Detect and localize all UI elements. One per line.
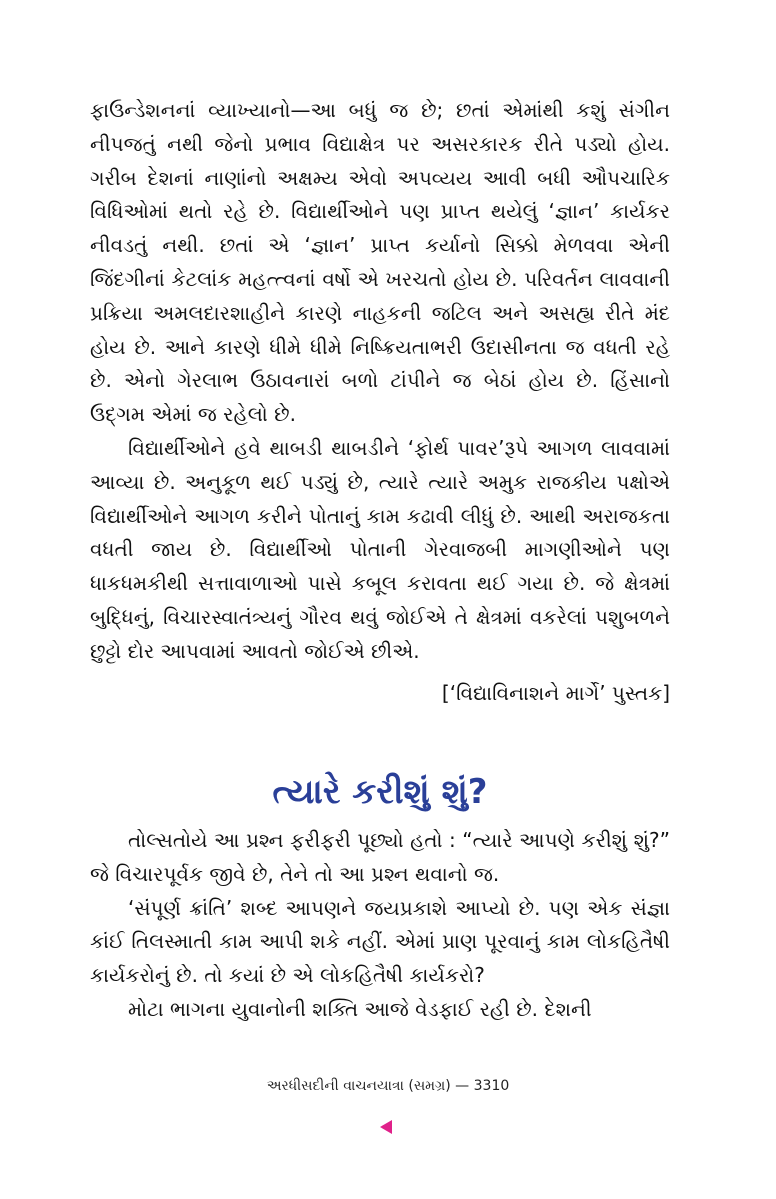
paragraph: વિદ્યાર્થીઓને હવે થાબડી થાબડીને ‘ફોર્થ પાવર’રૂપે આગળ લાવવામાં આવ્યા છે. અનુકૂળ થઈ પડ્યું છે, ત્યારે ત્યારે અમુક રાજકીય પક્ષોએ વિદ્યાર્થીઓને આગળ કરીને પોતાનું કામ કઢાવી લીધું છે. આથી અરાજકતા વધતી જાય છે. વિદ્યાર્થીઓ પોતાની ગેરવાજબી માગણીઓને પણ ધાકધમકીથી સત્તાવાળાઓ પાસે કબૂલ કરાવતા થઈ ગયા છે. જે ક્ષેત્રમાં બુદ્ધિનું, વિચારસ્વાતંત્ર્યનું ગૌરવ થવું જોઈએ તે ક્ષેત્રમાં વકરેલાં પશુબળને છુટ્ટો દોર આપવામાં આવતો જોઈએ છીએ. — [90, 435, 670, 663]
paragraph: મોટા ભાગના યુવાનોની શક્તિ આજે વેડફાઈ રહી છે. દેશની — [128, 996, 592, 1021]
paragraph: ફાઉન્ડેશનનાં વ્યાખ્યાનો—આ બધું જ છે; છતાં એમાંથી કશું સંગીન નીપજતું નથી જેનો પ્રભાવ વિદ્યાક્ષેત્ર પર અસરકારક રીતે પડ્યો હોય. ગરીબ દેશનાં નાણાંનો અક્ષમ્ય એવો અપવ્યય આવી બધી ઔપચારિક વિધિઓમાં થતો રહે છે. વિદ્યાર્થીઓને પણ પ્રાપ્ત થયેલું ‘જ્ઞાન’ કાર્યકર નીવડતું નથી. છતાં એ ‘જ્ઞાન’ પ્રાપ્ત કર્યાનો સિક્કો મેળવવા એની જિંદગીનાં કેટલાંક મહત્ત્વનાં વર્ષો એ ખરચતો હોય છે. પરિવર્તન લાવવાની પ્રક્રિયા અમલદારશાહીને કારણે નાહકની જટિલ અને અસહ્ય રીતે મંદ હોય છે. આને કારણે ધીમે ધીમે નિષ્ક્રિયતાભરી ઉદાસીનતા જ વધતી રહે છે. એનો ગેરલાભ ઉઠાવનારાં બળો ટાંપીને જ બેઠાં હોય છે. હિંસાનો ઉદ્ગમ એમાં જ રહેલો છે. — [90, 98, 670, 427]
page-footer: અરધીસદીની વાચનયાત્રા (સમગ્ર) — 3310 — [266, 1078, 510, 1094]
paragraph: તોલ્સતોયે આ પ્રશ્ન ફરીફરી પૂછ્યો હતો : “ત્યારે આપણે કરીશું શું?” જે વિચારપૂર્વક જીવે છે, તેને તો આ પ્રશ્ન થવાનો જ. — [90, 828, 670, 886]
body-text-top — [90, 94, 670, 710]
body-text-bottom — [90, 824, 670, 1027]
previous-page-arrow-icon[interactable] — [380, 1120, 392, 1134]
section-heading: ત્યારે કરીશું શું? — [272, 772, 488, 812]
paragraph: ‘સંપૂર્ણ ક્રાંતિ’ શબ્દ આપણને જયપ્રકાશે આપ્યો છે. પણ એક સંજ્ઞા કાંઈ તિલસ્માતી કામ આપી શકે નહીં. એમાં પ્રાણ પૂરવાનું કામ લોકહિતૈષી કાર્યકરોનું છે. તો કયાં છે એ લોકહિતૈષી કાર્યકરો? — [90, 895, 670, 988]
source-citation: [‘વિદ્યાવિનાશને માર્ગે’ પુસ્તક] — [441, 680, 670, 705]
